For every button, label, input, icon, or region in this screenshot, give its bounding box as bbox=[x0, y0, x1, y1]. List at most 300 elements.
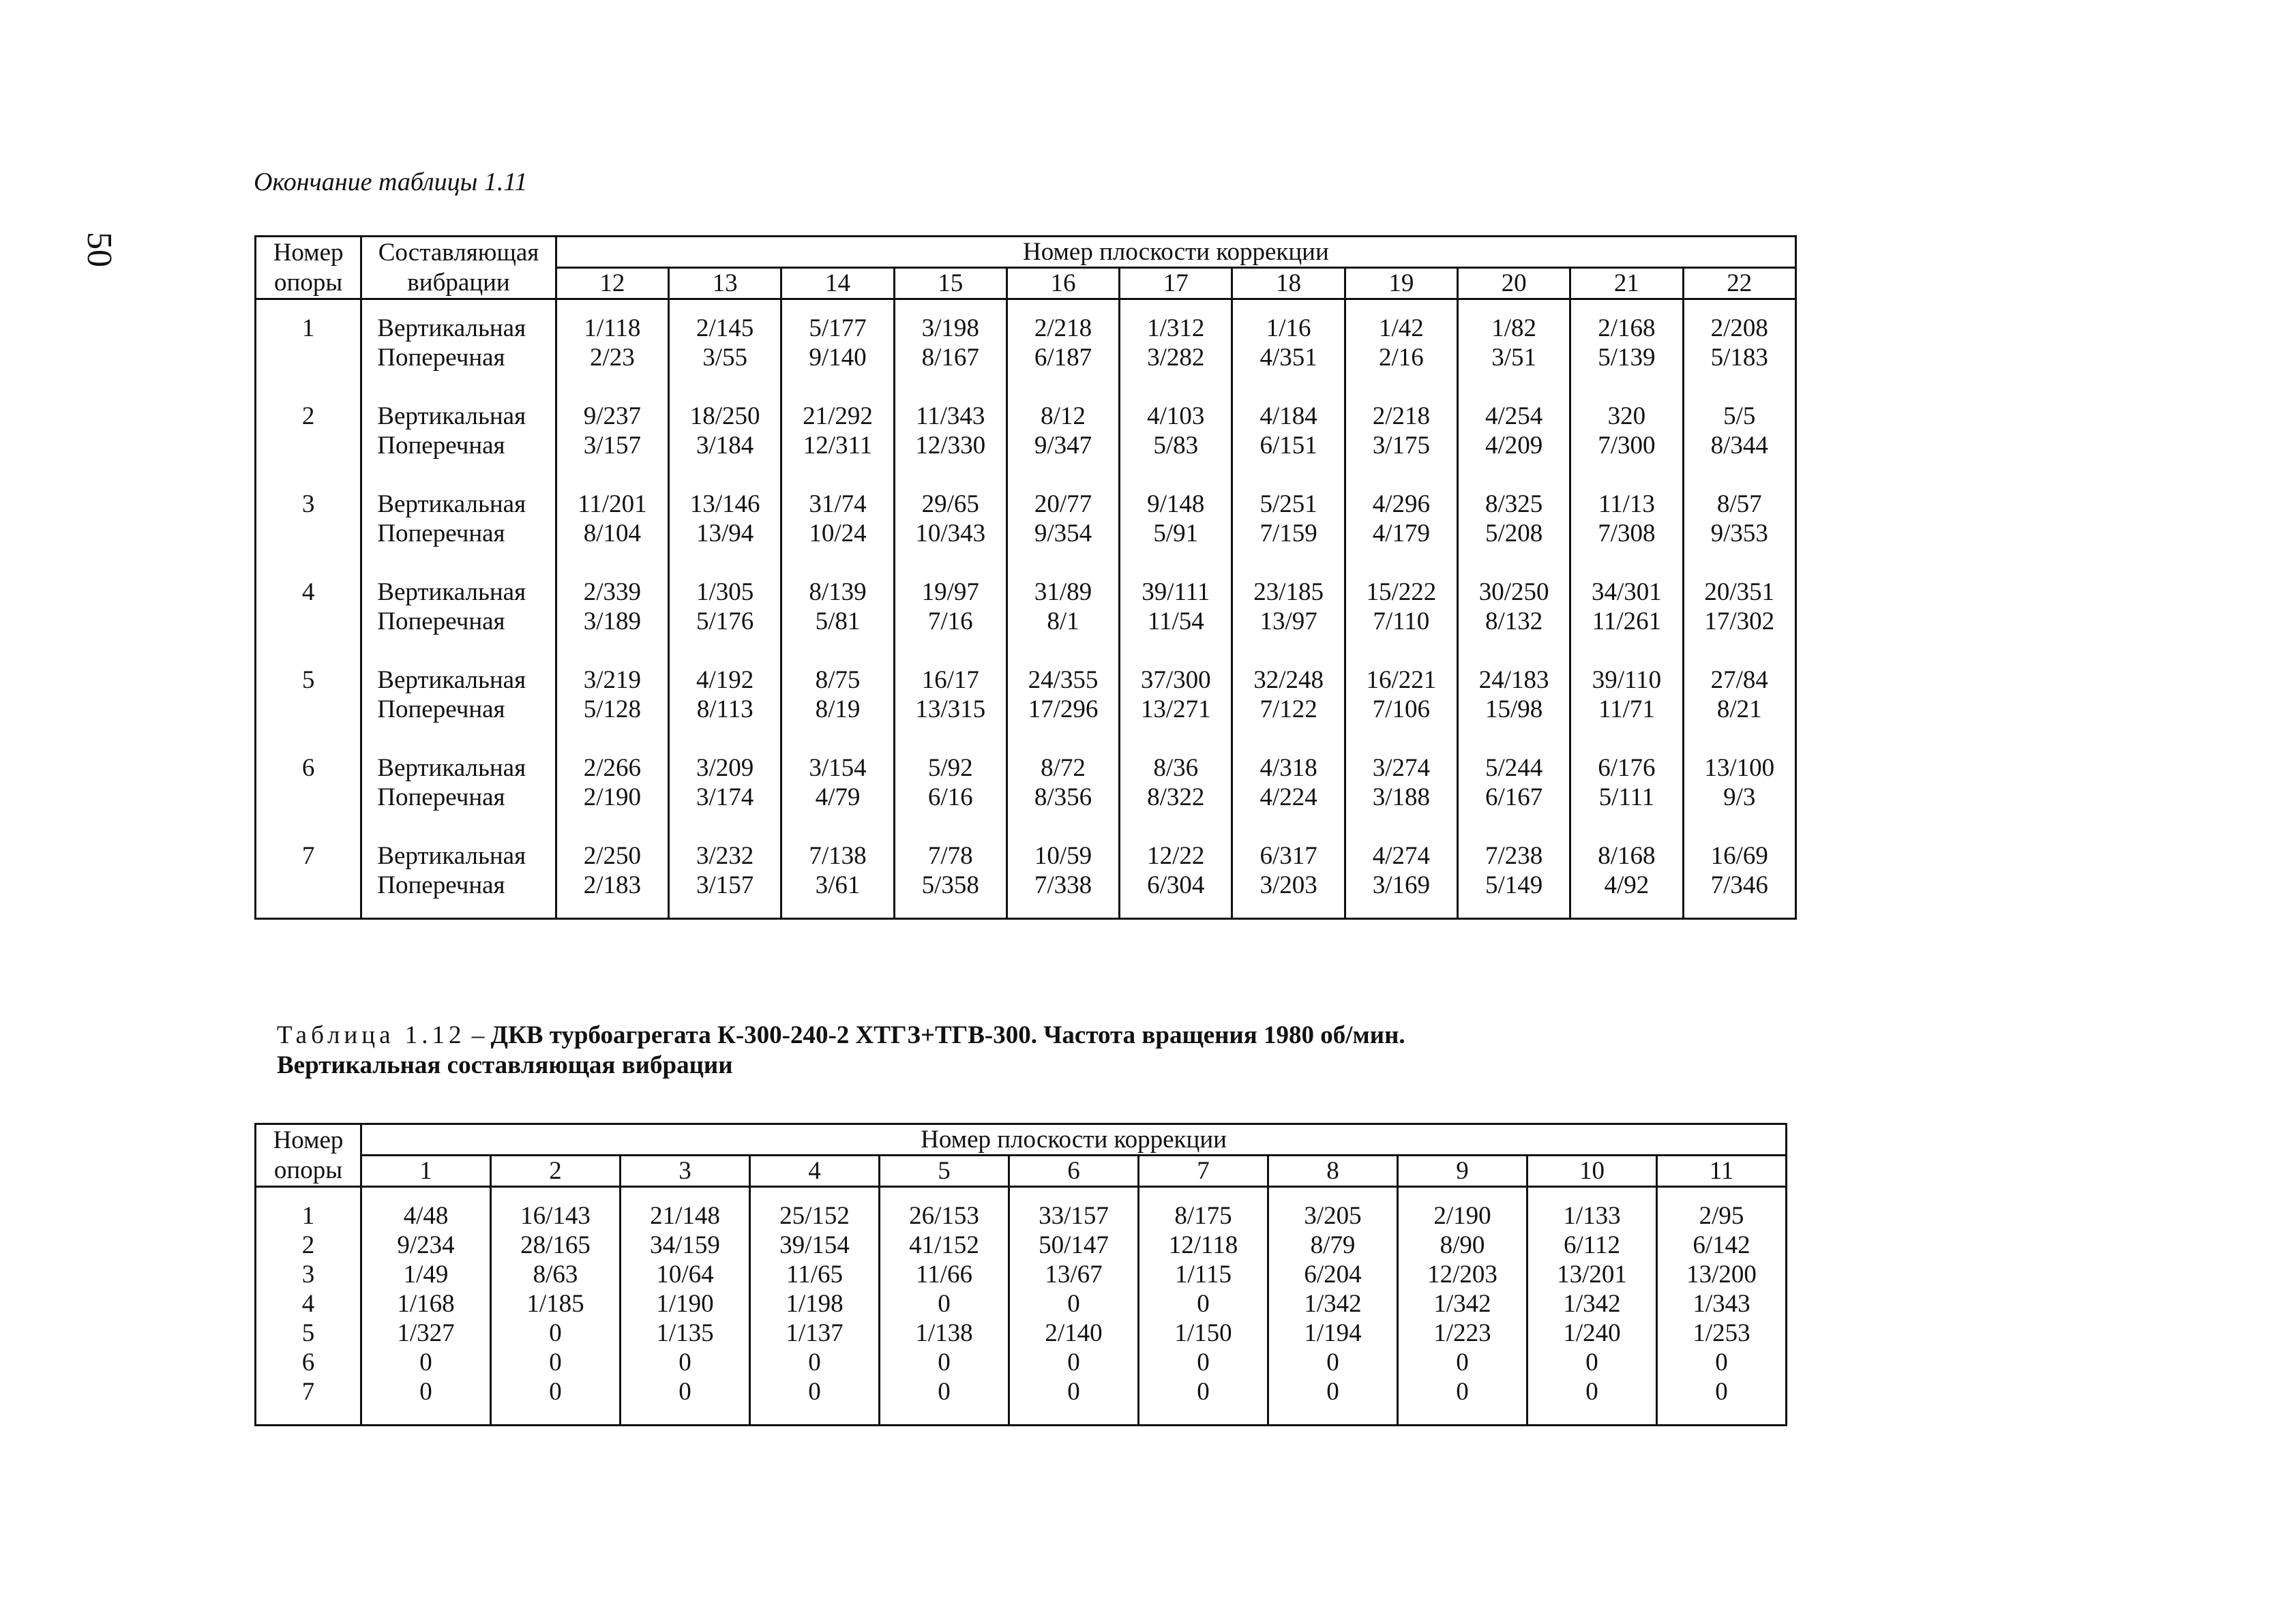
value-cell bbox=[1683, 577, 1795, 636]
transverse-value: 10/24 bbox=[809, 520, 867, 547]
plane-number: 18 bbox=[1232, 268, 1345, 299]
value-cell: 0 bbox=[880, 1289, 1009, 1319]
value-cell bbox=[1458, 577, 1570, 636]
support-number: 3 bbox=[256, 490, 361, 548]
value-cell bbox=[1007, 314, 1119, 372]
table-row bbox=[256, 841, 1796, 900]
value-cell: 8/79 bbox=[1268, 1231, 1398, 1260]
value-cell: 0 bbox=[491, 1319, 621, 1348]
table-1-12-caption: Таблица 1.12 – ДКВ турбоагрегата К-300-240-2 ХТГЗ+ТГВ-300. Частота вращения 1980 об/мин. Вертикальная составляющая вибрации bbox=[277, 1021, 1405, 1079]
transverse-value: 4/224 bbox=[1259, 783, 1317, 811]
vertical-value: 29/65 bbox=[921, 490, 979, 518]
vertical-value: 24/355 bbox=[1028, 666, 1099, 694]
value-cell bbox=[669, 314, 781, 372]
transverse-value: 15/98 bbox=[1485, 695, 1543, 723]
value-cell bbox=[1232, 753, 1345, 812]
value-cell: 33/157 bbox=[1009, 1201, 1139, 1231]
transverse-value: 12/330 bbox=[915, 432, 986, 460]
vertical-value: 8/325 bbox=[1485, 490, 1543, 518]
support-number: 4 bbox=[256, 1289, 361, 1319]
vertical-value: 3/232 bbox=[696, 842, 754, 870]
transverse-value: 5/83 bbox=[1153, 432, 1199, 460]
vertical-value: 5/92 bbox=[927, 754, 973, 782]
value-cell: 1/223 bbox=[1398, 1319, 1527, 1348]
table-row bbox=[256, 665, 1796, 724]
transverse-value: 13/94 bbox=[696, 520, 754, 547]
value-cell: 0 bbox=[1139, 1377, 1268, 1406]
transverse-value: 3/189 bbox=[583, 607, 642, 635]
transverse-value: 3/175 bbox=[1372, 432, 1430, 460]
value-cell: 12/118 bbox=[1139, 1231, 1268, 1260]
value-cell: 1/327 bbox=[361, 1319, 491, 1348]
header-support: Номер опоры bbox=[256, 237, 361, 299]
plane-number: 4 bbox=[750, 1156, 880, 1187]
vertical-label: Вертикальная bbox=[377, 490, 526, 518]
value-cell: 10/64 bbox=[621, 1260, 750, 1289]
vertical-value: 8/139 bbox=[809, 578, 867, 606]
value-cell bbox=[894, 490, 1007, 548]
value-cell bbox=[1007, 753, 1119, 812]
transverse-value: 5/183 bbox=[1710, 344, 1768, 372]
value-cell bbox=[894, 753, 1007, 812]
vertical-value: 4/254 bbox=[1485, 402, 1543, 430]
transverse-value: 7/346 bbox=[1710, 871, 1768, 899]
vertical-value: 18/250 bbox=[689, 402, 760, 430]
transverse-label: Поперечная bbox=[377, 344, 505, 372]
value-cell: 11/66 bbox=[880, 1260, 1009, 1289]
transverse-value: 9/354 bbox=[1034, 520, 1092, 547]
transverse-value: 11/54 bbox=[1147, 607, 1204, 635]
value-cell: 0 bbox=[1527, 1377, 1657, 1406]
value-cell: 41/152 bbox=[880, 1231, 1009, 1260]
value-cell: 50/147 bbox=[1009, 1231, 1139, 1260]
transverse-value: 10/343 bbox=[915, 520, 986, 547]
value-cell bbox=[1007, 490, 1119, 548]
transverse-label: Поперечная bbox=[377, 695, 505, 723]
value-cell: 1/133 bbox=[1527, 1201, 1657, 1231]
value-cell bbox=[1570, 402, 1683, 460]
component-label bbox=[361, 577, 556, 636]
header-planes-title: Номер плоскости коррекции bbox=[556, 237, 1795, 268]
vertical-value: 11/13 bbox=[1598, 490, 1655, 518]
transverse-label: Поперечная bbox=[377, 871, 505, 899]
transverse-value: 5/358 bbox=[921, 871, 979, 899]
header-support: Номер опоры bbox=[256, 1124, 361, 1187]
page-number: 50 bbox=[80, 232, 119, 267]
value-cell: 8/90 bbox=[1398, 1231, 1527, 1260]
value-cell: 1/190 bbox=[621, 1289, 750, 1319]
table-1-11 bbox=[254, 235, 1797, 920]
vertical-value: 5/177 bbox=[809, 314, 867, 342]
vertical-value: 12/22 bbox=[1147, 842, 1205, 870]
support-number: 5 bbox=[256, 665, 361, 724]
vertical-value: 4/192 bbox=[696, 666, 754, 694]
value-cell bbox=[669, 841, 781, 900]
value-cell bbox=[1120, 490, 1232, 548]
transverse-value: 5/91 bbox=[1153, 520, 1199, 547]
plane-number: 17 bbox=[1120, 268, 1232, 299]
transverse-value: 3/282 bbox=[1147, 344, 1205, 372]
value-cell bbox=[1458, 490, 1570, 548]
plane-number: 13 bbox=[669, 268, 781, 299]
vertical-value: 1/305 bbox=[696, 578, 754, 606]
value-cell bbox=[1120, 665, 1232, 724]
continued-caption: Окончание таблицы 1.11 bbox=[254, 168, 528, 196]
value-cell bbox=[1007, 841, 1119, 900]
value-cell bbox=[1232, 490, 1345, 548]
value-cell: 9/234 bbox=[361, 1231, 491, 1260]
plane-number: 1 bbox=[361, 1156, 491, 1187]
transverse-value: 8/344 bbox=[1710, 432, 1768, 460]
support-number: 4 bbox=[256, 577, 361, 636]
value-cell bbox=[669, 665, 781, 724]
vertical-value: 10/59 bbox=[1034, 842, 1092, 870]
vertical-value: 8/36 bbox=[1153, 754, 1199, 782]
plane-number: 6 bbox=[1009, 1156, 1139, 1187]
value-cell bbox=[894, 402, 1007, 460]
value-cell: 0 bbox=[1139, 1289, 1268, 1319]
value-cell bbox=[1232, 402, 1345, 460]
value-cell bbox=[1570, 314, 1683, 372]
plane-number: 12 bbox=[556, 268, 668, 299]
transverse-value: 5/139 bbox=[1598, 344, 1656, 372]
transverse-value: 7/159 bbox=[1259, 520, 1317, 547]
value-cell bbox=[556, 577, 668, 636]
value-cell: 1/49 bbox=[361, 1260, 491, 1289]
vertical-value: 39/111 bbox=[1142, 578, 1210, 606]
value-cell bbox=[781, 753, 894, 812]
value-cell: 1/150 bbox=[1139, 1319, 1268, 1348]
value-cell bbox=[781, 490, 894, 548]
vertical-value: 7/238 bbox=[1485, 842, 1543, 870]
vertical-label: Вертикальная bbox=[377, 842, 526, 870]
table-row bbox=[256, 314, 1796, 372]
transverse-value: 4/179 bbox=[1372, 520, 1430, 547]
vertical-value: 16/221 bbox=[1366, 666, 1437, 694]
value-cell bbox=[1120, 577, 1232, 636]
value-cell: 11/65 bbox=[750, 1260, 880, 1289]
value-cell bbox=[1007, 577, 1119, 636]
value-cell: 6/142 bbox=[1657, 1231, 1787, 1260]
value-cell: 26/153 bbox=[880, 1201, 1009, 1231]
vertical-value: 32/248 bbox=[1253, 666, 1324, 694]
value-cell: 0 bbox=[880, 1348, 1009, 1377]
table-row bbox=[256, 1260, 1787, 1289]
vertical-value: 8/168 bbox=[1598, 842, 1656, 870]
vertical-value: 3/274 bbox=[1372, 754, 1430, 782]
value-cell bbox=[781, 841, 894, 900]
value-cell bbox=[1345, 841, 1457, 900]
value-cell: 0 bbox=[1009, 1377, 1139, 1406]
component-label bbox=[361, 665, 556, 724]
value-cell: 0 bbox=[1009, 1348, 1139, 1377]
transverse-value: 5/208 bbox=[1485, 520, 1543, 547]
transverse-label: Поперечная bbox=[377, 783, 505, 811]
transverse-value: 7/338 bbox=[1034, 871, 1092, 899]
support-number: 5 bbox=[256, 1319, 361, 1348]
value-cell: 0 bbox=[1527, 1348, 1657, 1377]
component-label bbox=[361, 314, 556, 372]
transverse-value: 2/183 bbox=[583, 871, 642, 899]
transverse-value: 7/308 bbox=[1598, 520, 1656, 547]
transverse-value: 3/51 bbox=[1491, 344, 1537, 372]
table-row bbox=[256, 1231, 1787, 1260]
transverse-value: 9/3 bbox=[1723, 783, 1756, 811]
value-cell: 13/200 bbox=[1657, 1260, 1787, 1289]
value-cell bbox=[669, 490, 781, 548]
value-cell bbox=[1007, 665, 1119, 724]
value-cell bbox=[894, 314, 1007, 372]
value-cell bbox=[556, 753, 668, 812]
vertical-label: Вертикальная bbox=[377, 754, 526, 782]
value-cell: 1/168 bbox=[361, 1289, 491, 1319]
header-component: Составляющая вибрации bbox=[361, 237, 556, 299]
value-cell bbox=[894, 577, 1007, 636]
transverse-value: 6/16 bbox=[927, 783, 973, 811]
transverse-label: Поперечная bbox=[377, 607, 505, 635]
value-cell bbox=[1570, 665, 1683, 724]
header-planes-title: Номер плоскости коррекции bbox=[361, 1124, 1787, 1156]
value-cell: 0 bbox=[750, 1348, 880, 1377]
value-cell: 0 bbox=[621, 1348, 750, 1377]
transverse-value: 3/203 bbox=[1259, 871, 1317, 899]
vertical-value: 19/97 bbox=[921, 578, 979, 606]
transverse-value: 8/356 bbox=[1034, 783, 1092, 811]
transverse-value: 3/188 bbox=[1372, 783, 1430, 811]
value-cell: 13/67 bbox=[1009, 1260, 1139, 1289]
vertical-value: 6/176 bbox=[1598, 754, 1656, 782]
table-row bbox=[256, 490, 1796, 548]
vertical-value: 4/274 bbox=[1372, 842, 1430, 870]
transverse-label: Поперечная bbox=[377, 520, 505, 547]
transverse-value: 3/157 bbox=[583, 432, 642, 460]
vertical-value: 21/292 bbox=[803, 402, 873, 430]
value-cell bbox=[1345, 402, 1457, 460]
transverse-value: 8/104 bbox=[583, 520, 642, 547]
value-cell: 34/159 bbox=[621, 1231, 750, 1260]
transverse-value: 5/81 bbox=[815, 607, 861, 635]
vertical-value: 13/146 bbox=[689, 490, 760, 518]
vertical-value: 39/110 bbox=[1592, 666, 1662, 694]
support-number: 6 bbox=[256, 753, 361, 812]
transverse-value: 8/19 bbox=[815, 695, 861, 723]
vertical-value: 30/250 bbox=[1478, 578, 1549, 606]
value-cell: 3/205 bbox=[1268, 1201, 1398, 1231]
value-cell: 0 bbox=[621, 1377, 750, 1406]
value-cell: 0 bbox=[1657, 1348, 1787, 1377]
value-cell bbox=[1232, 314, 1345, 372]
vertical-value: 1/118 bbox=[584, 314, 641, 342]
support-number: 2 bbox=[256, 402, 361, 460]
value-cell bbox=[1345, 665, 1457, 724]
value-cell bbox=[1683, 841, 1795, 900]
vertical-label: Вертикальная bbox=[377, 402, 526, 430]
transverse-value: 3/184 bbox=[696, 432, 754, 460]
value-cell: 25/152 bbox=[750, 1201, 880, 1231]
transverse-value: 4/209 bbox=[1485, 432, 1543, 460]
vertical-value: 3/209 bbox=[696, 754, 754, 782]
value-cell bbox=[1007, 402, 1119, 460]
vertical-value: 13/100 bbox=[1704, 754, 1775, 782]
value-cell bbox=[1232, 577, 1345, 636]
plane-number: 15 bbox=[894, 268, 1007, 299]
value-cell: 1/343 bbox=[1657, 1289, 1787, 1319]
value-cell: 1/198 bbox=[750, 1289, 880, 1319]
value-cell: 0 bbox=[880, 1377, 1009, 1406]
value-cell bbox=[1458, 841, 1570, 900]
value-cell: 28/165 bbox=[491, 1231, 621, 1260]
vertical-value: 2/339 bbox=[583, 578, 642, 606]
value-cell: 0 bbox=[1398, 1377, 1527, 1406]
transverse-value: 11/261 bbox=[1592, 607, 1662, 635]
value-cell: 21/148 bbox=[621, 1201, 750, 1231]
value-cell bbox=[1345, 577, 1457, 636]
value-cell bbox=[1683, 665, 1795, 724]
table-row bbox=[256, 402, 1796, 460]
value-cell: 1/342 bbox=[1398, 1289, 1527, 1319]
transverse-value: 2/190 bbox=[583, 783, 642, 811]
transverse-value: 2/23 bbox=[590, 344, 635, 372]
value-cell: 0 bbox=[1139, 1348, 1268, 1377]
vertical-value: 16/17 bbox=[921, 666, 979, 694]
vertical-value: 8/57 bbox=[1716, 490, 1762, 518]
table-row bbox=[256, 1377, 1787, 1406]
transverse-value: 4/79 bbox=[815, 783, 861, 811]
value-cell bbox=[1458, 665, 1570, 724]
vertical-value: 320 bbox=[1607, 402, 1646, 430]
transverse-value: 5/111 bbox=[1598, 783, 1655, 811]
transverse-value: 7/106 bbox=[1372, 695, 1430, 723]
table-row bbox=[256, 1289, 1787, 1319]
value-cell: 1/240 bbox=[1527, 1319, 1657, 1348]
vertical-value: 1/42 bbox=[1378, 314, 1424, 342]
value-cell bbox=[894, 841, 1007, 900]
plane-number: 8 bbox=[1268, 1156, 1398, 1187]
transverse-value: 7/300 bbox=[1598, 432, 1656, 460]
transverse-value: 8/322 bbox=[1147, 783, 1205, 811]
transverse-value: 3/174 bbox=[696, 783, 754, 811]
transverse-value: 6/304 bbox=[1147, 871, 1205, 899]
value-cell: 0 bbox=[491, 1377, 621, 1406]
transverse-value: 17/296 bbox=[1028, 695, 1099, 723]
support-number: 7 bbox=[256, 841, 361, 900]
transverse-value: 6/167 bbox=[1485, 783, 1543, 811]
vertical-label: Вертикальная bbox=[377, 578, 526, 606]
vertical-value: 4/296 bbox=[1372, 490, 1430, 518]
transverse-value: 4/351 bbox=[1259, 344, 1317, 372]
transverse-value: 3/61 bbox=[815, 871, 861, 899]
transverse-value: 17/302 bbox=[1704, 607, 1775, 635]
transverse-value: 13/271 bbox=[1140, 695, 1211, 723]
value-cell: 2/140 bbox=[1009, 1319, 1139, 1348]
transverse-value: 6/151 bbox=[1259, 432, 1317, 460]
value-cell bbox=[1458, 402, 1570, 460]
plane-number: 20 bbox=[1458, 268, 1570, 299]
value-cell: 0 bbox=[750, 1377, 880, 1406]
support-number: 1 bbox=[256, 314, 361, 372]
vertical-value: 2/218 bbox=[1034, 314, 1092, 342]
value-cell bbox=[1683, 314, 1795, 372]
value-cell: 1/138 bbox=[880, 1319, 1009, 1348]
value-cell bbox=[1120, 841, 1232, 900]
transverse-value: 9/347 bbox=[1034, 432, 1092, 460]
transverse-value: 8/113 bbox=[696, 695, 754, 723]
vertical-value: 23/185 bbox=[1253, 578, 1324, 606]
value-cell: 1/137 bbox=[750, 1319, 880, 1348]
value-cell bbox=[1345, 490, 1457, 548]
value-cell: 0 bbox=[491, 1348, 621, 1377]
vertical-label: Вертикальная bbox=[377, 666, 526, 694]
vertical-value: 3/198 bbox=[921, 314, 979, 342]
component-label bbox=[361, 402, 556, 460]
vertical-value: 2/266 bbox=[583, 754, 642, 782]
table-row bbox=[256, 1319, 1787, 1348]
value-cell bbox=[669, 753, 781, 812]
vertical-value: 11/201 bbox=[578, 490, 647, 518]
value-cell bbox=[1120, 314, 1232, 372]
vertical-value: 2/168 bbox=[1598, 314, 1656, 342]
plane-number: 2 bbox=[491, 1156, 621, 1187]
transverse-value: 9/353 bbox=[1710, 520, 1768, 547]
transverse-value: 3/55 bbox=[702, 344, 748, 372]
value-cell bbox=[781, 577, 894, 636]
value-cell bbox=[1458, 753, 1570, 812]
vertical-value: 34/301 bbox=[1592, 578, 1662, 606]
vertical-value: 24/183 bbox=[1478, 666, 1549, 694]
transverse-value: 3/169 bbox=[1372, 871, 1430, 899]
vertical-value: 20/77 bbox=[1034, 490, 1092, 518]
transverse-label: Поперечная bbox=[377, 432, 505, 460]
value-cell: 12/203 bbox=[1398, 1260, 1527, 1289]
vertical-value: 15/222 bbox=[1366, 578, 1437, 606]
vertical-value: 8/12 bbox=[1041, 402, 1086, 430]
vertical-value: 8/72 bbox=[1041, 754, 1086, 782]
value-cell bbox=[1345, 753, 1457, 812]
support-number: 2 bbox=[256, 1231, 361, 1260]
value-cell bbox=[1570, 577, 1683, 636]
plane-number: 21 bbox=[1570, 268, 1683, 299]
value-cell: 1/185 bbox=[491, 1289, 621, 1319]
plane-number: 19 bbox=[1345, 268, 1457, 299]
value-cell: 1/194 bbox=[1268, 1319, 1398, 1348]
vertical-value: 9/237 bbox=[583, 402, 642, 430]
vertical-value: 3/219 bbox=[583, 666, 642, 694]
value-cell bbox=[556, 490, 668, 548]
value-cell: 0 bbox=[1268, 1377, 1398, 1406]
support-number: 3 bbox=[256, 1260, 361, 1289]
vertical-value: 16/69 bbox=[1710, 842, 1768, 870]
component-label bbox=[361, 753, 556, 812]
vertical-value: 2/145 bbox=[696, 314, 754, 342]
value-cell bbox=[556, 665, 668, 724]
vertical-value: 3/154 bbox=[809, 754, 867, 782]
table-row bbox=[256, 1348, 1787, 1377]
value-cell bbox=[1683, 402, 1795, 460]
component-label bbox=[361, 490, 556, 548]
vertical-value: 7/138 bbox=[809, 842, 867, 870]
transverse-value: 3/157 bbox=[696, 871, 754, 899]
value-cell bbox=[1120, 753, 1232, 812]
value-cell bbox=[1683, 490, 1795, 548]
value-cell: 0 bbox=[361, 1377, 491, 1406]
transverse-value: 8/167 bbox=[921, 344, 979, 372]
value-cell: 39/154 bbox=[750, 1231, 880, 1260]
value-cell bbox=[669, 402, 781, 460]
value-cell: 16/143 bbox=[491, 1201, 621, 1231]
value-cell: 0 bbox=[1009, 1289, 1139, 1319]
value-cell: 8/63 bbox=[491, 1260, 621, 1289]
table-1-12 bbox=[254, 1123, 1787, 1426]
